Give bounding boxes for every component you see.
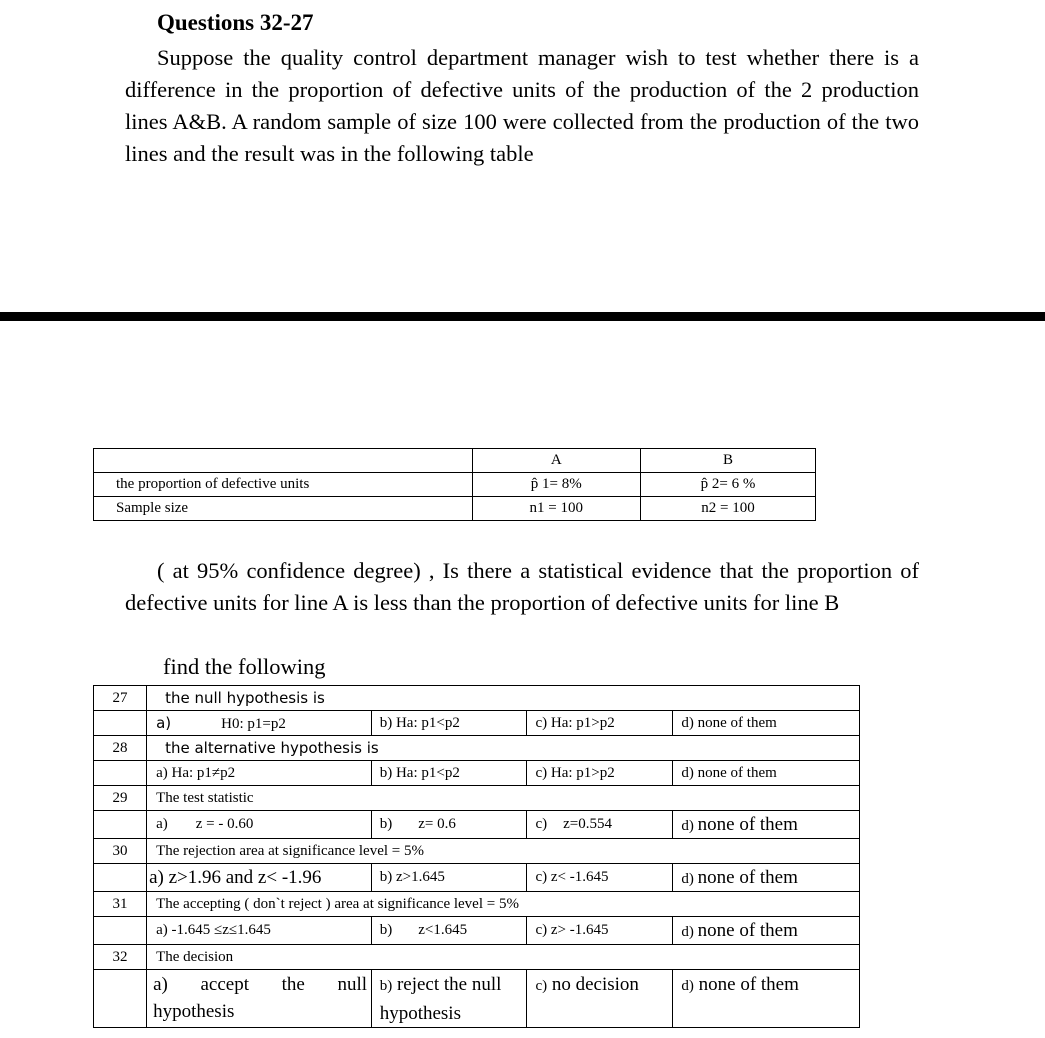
option-value: none of them [697, 866, 798, 888]
question-stem-row [94, 839, 860, 864]
empty-number-cell [94, 970, 147, 1028]
option-d[interactable] [673, 811, 860, 839]
question-options-row [94, 970, 860, 1028]
option-value: z<1.645 [418, 922, 468, 938]
intro-paragraph [125, 42, 919, 170]
option-d[interactable]: d) none of them [673, 711, 860, 736]
empty-number-cell [94, 864, 147, 892]
option-letter: a) [153, 974, 168, 995]
option-a[interactable] [147, 761, 372, 786]
data-table-header-row [94, 449, 816, 473]
option-b[interactable] [371, 970, 527, 1028]
option-a[interactable] [147, 864, 372, 892]
question-stem-row [94, 892, 860, 917]
stem-text: The decision [156, 948, 234, 965]
option-letter: c) [535, 816, 548, 832]
option-b[interactable] [371, 811, 527, 839]
option-letter: d) [681, 817, 694, 834]
option-a[interactable] [147, 811, 372, 839]
question-stem [147, 892, 860, 917]
option-d[interactable]: d) none of them [673, 761, 860, 786]
option-b[interactable]: b) Ha: p1<p2 [371, 761, 527, 786]
option-b[interactable] [371, 917, 527, 945]
header-cell-empty [94, 449, 473, 473]
question-number: 31 [94, 892, 147, 917]
stem-text: The rejection area at significance level = 5% [156, 842, 424, 859]
question-stem [147, 736, 860, 761]
option-c[interactable]: c) Ha: p1>p2 [527, 761, 673, 786]
question-number: 30 [94, 839, 147, 864]
option-value: none of them [698, 974, 799, 995]
question-number: 28 [94, 736, 147, 761]
option-b[interactable]: b) Ha: p1<p2 [371, 711, 527, 736]
question-stem-row [94, 786, 860, 811]
data-table [93, 448, 816, 521]
option-word: accept [200, 974, 250, 995]
stem-text: The accepting ( don`t reject ) area at significance level = 5% [156, 895, 519, 912]
option-line2: hypothesis [379, 1003, 461, 1024]
option-value: reject the null [396, 974, 502, 995]
option-c[interactable]: c) z> -1.645 [527, 917, 673, 945]
option-letter: d) [681, 978, 694, 994]
option-letter: a) [156, 713, 172, 732]
option-word: null [337, 974, 368, 995]
question-number: 32 [94, 945, 147, 970]
question-number: 27 [94, 686, 147, 711]
option-c[interactable]: c) z< -1.645 [527, 864, 673, 892]
option-text: a) Ha: p1≠p2 [156, 764, 236, 781]
question-paragraph [125, 555, 919, 619]
find-label: find the following [163, 654, 326, 679]
question-text: ( at 95% confidence degree) , Is there a statistical evidence that the proportion of defective units for line A is less than the proportion of defective units for line B [125, 558, 919, 615]
proportion-b: p̂ 2= 6 % [640, 473, 815, 497]
empty-number-cell [94, 711, 147, 736]
proportion-a: p̂ 1= 8% [472, 473, 640, 497]
stem-text: the null hypothesis is [165, 688, 325, 707]
option-word: the [281, 974, 305, 995]
option-line2: hypothesis [153, 1001, 235, 1022]
option-value: none of them [697, 813, 798, 835]
option-value: z = - 0.60 [195, 816, 254, 832]
option-letter: c) [535, 978, 548, 994]
option-value: z=0.554 [563, 816, 612, 832]
intro-text: Suppose the quality control department manager wish to test whether there is a difference in the proportion of defective units of the production of the 2 production lines A&B. A random sample of size 100 were collected from the production of the two lines and the result was in the following table [125, 45, 919, 166]
empty-number-cell [94, 811, 147, 839]
option-letter: b) [379, 922, 393, 938]
question-stem-row [94, 945, 860, 970]
question-stem [147, 686, 860, 711]
header-cell-b: B [640, 449, 815, 473]
option-value: z= 0.6 [418, 816, 456, 832]
stem-text: The test statistic [156, 789, 254, 806]
question-options-row [94, 711, 860, 736]
option-letter: d) [681, 870, 694, 887]
question-options-row [94, 761, 860, 786]
empty-number-cell [94, 761, 147, 786]
option-letter: b) [379, 816, 393, 832]
row-label: the proportion of defective units [94, 473, 473, 497]
question-stem-row [94, 736, 860, 761]
option-text: a) -1.645 ≤z≤1.645 [156, 922, 271, 938]
sample-size-b: n2 = 100 [640, 497, 815, 521]
questions-table [93, 685, 860, 1028]
black-divider-bar [0, 312, 1045, 321]
empty-number-cell [94, 917, 147, 945]
option-c[interactable] [527, 970, 673, 1028]
option-d[interactable] [673, 917, 860, 945]
question-options-row [94, 917, 860, 945]
option-letter: b) [379, 978, 393, 994]
option-a[interactable] [147, 917, 372, 945]
data-table-row [94, 497, 816, 521]
row-label: Sample size [94, 497, 473, 521]
option-value: none of them [697, 919, 798, 941]
question-stem [147, 945, 860, 970]
option-a[interactable] [147, 711, 372, 736]
question-options-row [94, 864, 860, 892]
data-table-row [94, 473, 816, 497]
question-stem [147, 786, 860, 811]
header-cell-a: A [472, 449, 640, 473]
stem-text: the alternative hypothesis is [165, 738, 379, 757]
option-text: a) z>1.96 and z< -1.96 [149, 866, 322, 888]
question-options-row [94, 811, 860, 839]
option-b[interactable]: b) z>1.645 [371, 864, 527, 892]
option-c[interactable] [527, 811, 673, 839]
question-stem [147, 839, 860, 864]
option-value: H0: p1=p2 [221, 715, 286, 732]
option-value: no decision [551, 974, 639, 995]
option-a[interactable] [147, 970, 372, 1028]
page-heading: Questions 32-27 [157, 10, 314, 35]
option-d[interactable] [673, 864, 860, 892]
option-letter: d) [681, 923, 694, 940]
option-c[interactable]: c) Ha: p1>p2 [527, 711, 673, 736]
question-stem-row [94, 686, 860, 711]
sample-size-a: n1 = 100 [472, 497, 640, 521]
question-number: 29 [94, 786, 147, 811]
option-letter: a) [156, 816, 168, 832]
option-d[interactable] [673, 970, 860, 1028]
